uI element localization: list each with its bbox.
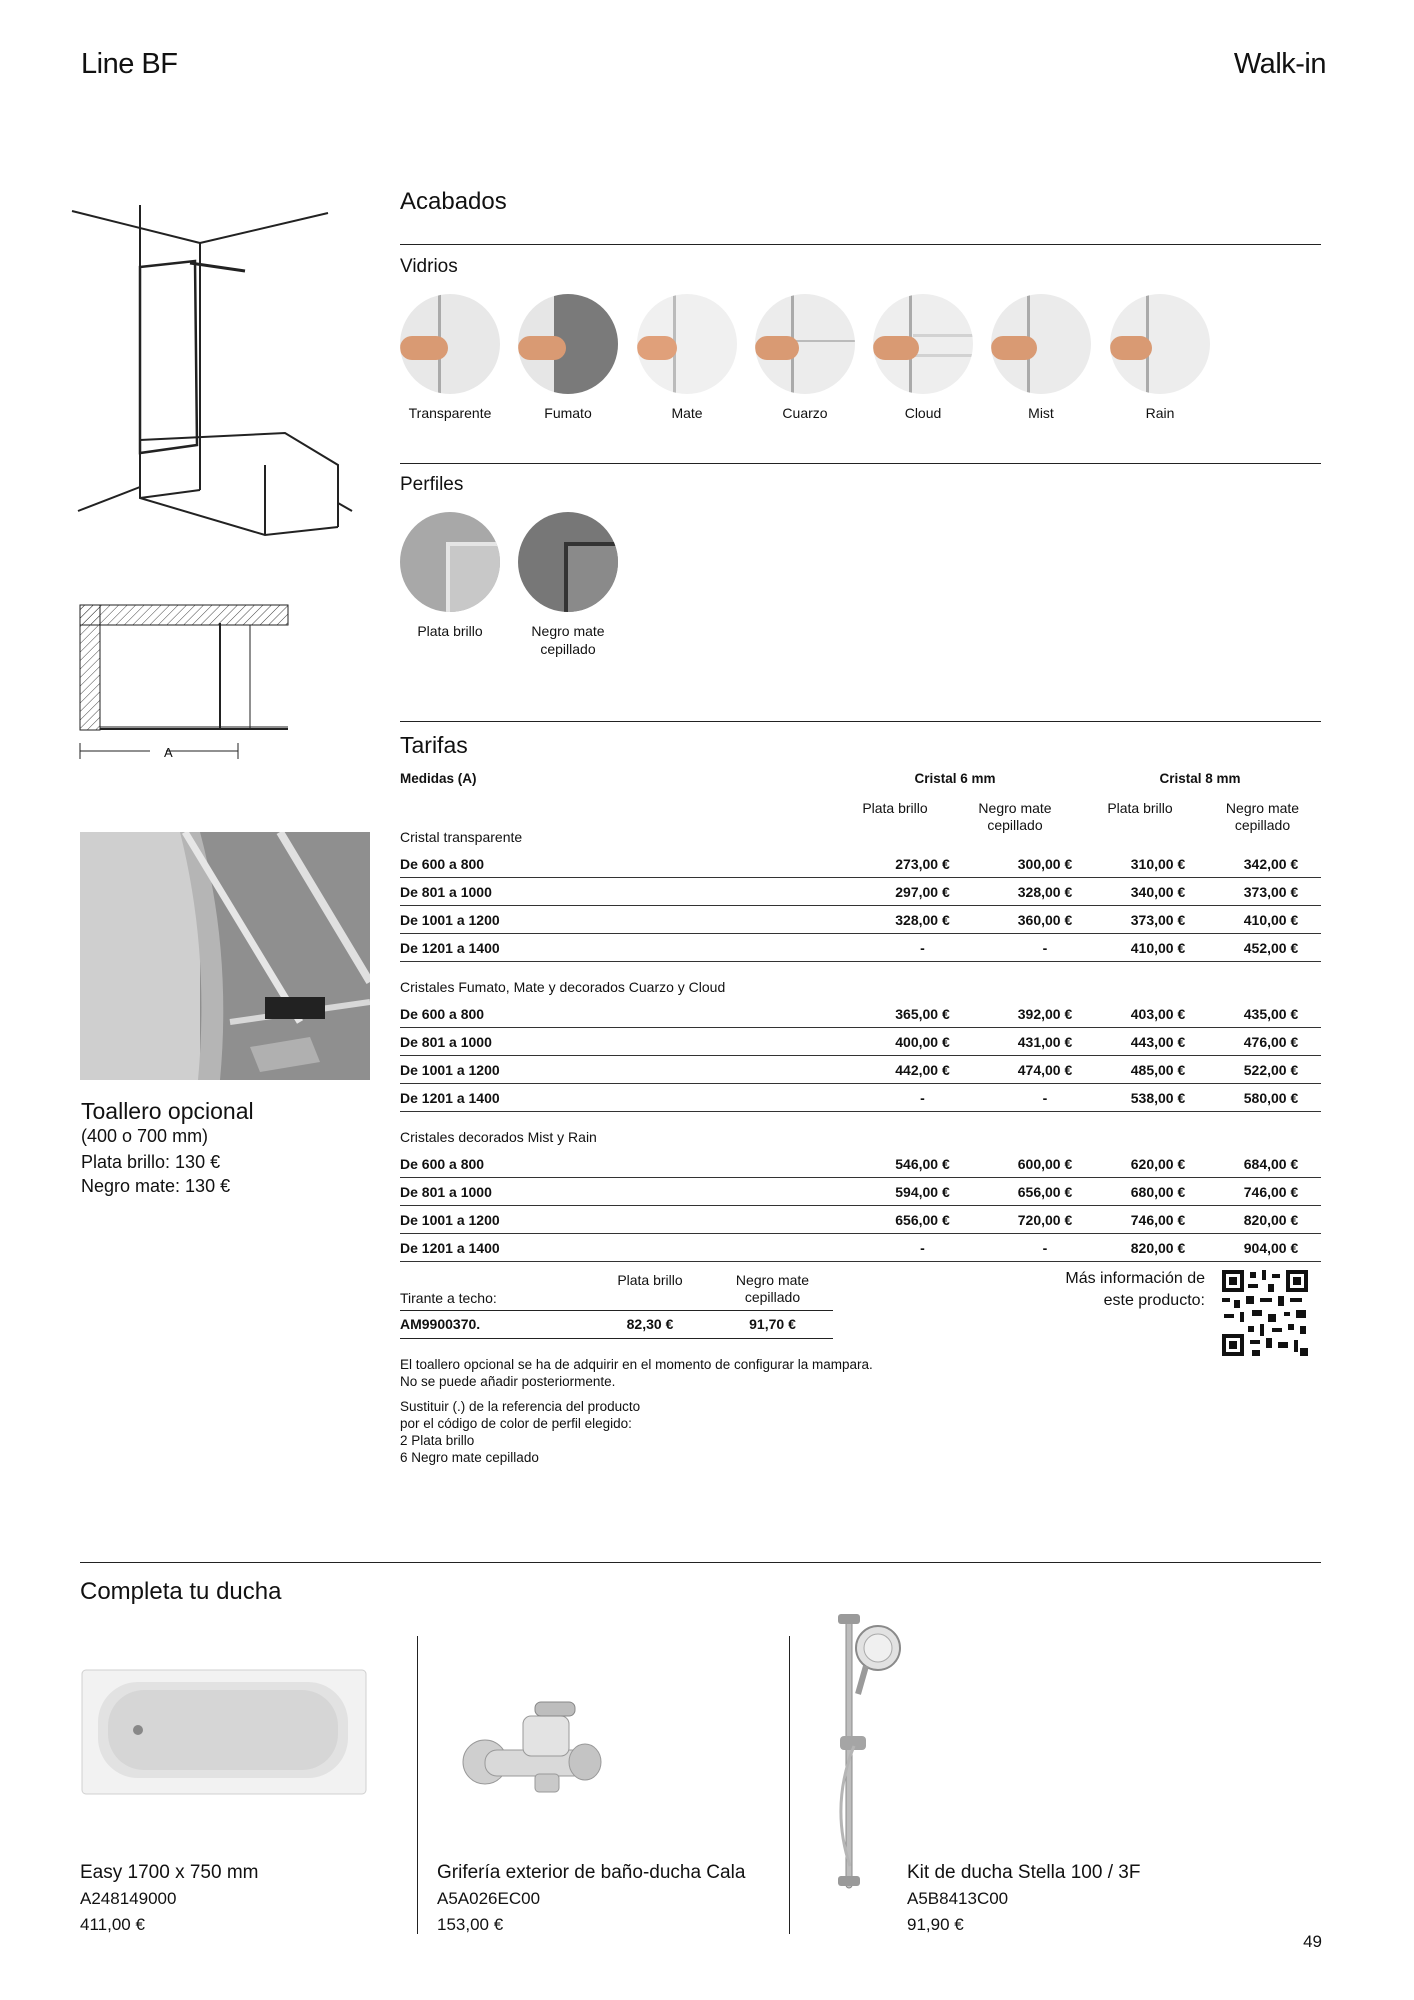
qr-code-icon[interactable] [1222, 1270, 1308, 1356]
price-cell: 373,00 € [1095, 906, 1221, 934]
price-cell: 600,00 € [995, 1150, 1095, 1178]
row-size: De 600 a 800 [400, 850, 850, 878]
glass-label: Mate [671, 405, 703, 421]
price-cell: 620,00 € [1095, 1150, 1221, 1178]
price-cell: 820,00 € [1221, 1206, 1321, 1234]
price-cell: 342,00 € [1221, 850, 1321, 878]
tirante-col-negro: Negro mate cepillado [735, 1272, 810, 1305]
product-ref: A248149000 [80, 1889, 177, 1908]
perfiles-title: Perfiles [400, 474, 464, 495]
shower-screen-drawing [70, 205, 355, 550]
price-cell: 474,00 € [995, 1056, 1095, 1084]
product-price: 153,00 € [437, 1915, 504, 1934]
price-cell: 580,00 € [1221, 1084, 1321, 1112]
section-name: Cristal transparente [400, 829, 523, 845]
price-cell: 680,00 € [1095, 1178, 1221, 1206]
towel-rail-price-negro: Negro mate: 130 € [81, 1176, 231, 1196]
glass-label: Rain [1145, 405, 1175, 421]
price-cell: 297,00 € [850, 878, 995, 906]
price-cell: 442,00 € [850, 1056, 995, 1084]
price-cell: 410,00 € [1095, 934, 1221, 962]
glass-label: Cloud [904, 405, 942, 421]
product-name: Grifería exterior de baño-ducha Cala [437, 1862, 746, 1883]
table-row [400, 1028, 1321, 1056]
page-number: 49 [1303, 1932, 1322, 1951]
price-cell: 431,00 € [995, 1028, 1095, 1056]
price-cell: 746,00 € [1095, 1206, 1221, 1234]
table-row [400, 934, 1321, 962]
bathtub-image[interactable] [80, 1668, 370, 1798]
row-size: De 1001 a 1200 [400, 1206, 850, 1234]
table-row [400, 1084, 1321, 1112]
table-row [400, 850, 1321, 878]
profile-label: Negro mate cepillado [531, 623, 605, 657]
tarifas-title: Tarifas [400, 732, 468, 758]
shower-kit-image[interactable] [820, 1606, 920, 1896]
price-cell: 310,00 € [1095, 850, 1221, 878]
col-header-negro-8: Negro mate cepillado [1225, 800, 1300, 833]
glass-label: Cuarzo [782, 405, 828, 421]
row-size: De 1201 a 1400 [400, 1084, 850, 1112]
brand-title: Line BF [81, 48, 178, 80]
profile-label: Plata brillo [417, 623, 483, 639]
tirante-price-negro: 91,70 € [749, 1316, 796, 1332]
faucet-image[interactable] [455, 1700, 615, 1800]
product-price: 91,90 € [907, 1915, 964, 1934]
product-ref: A5B8413C00 [907, 1889, 1009, 1908]
note-6: 6 Negro mate cepillado [400, 1450, 539, 1465]
price-cell: 684,00 € [1221, 1150, 1321, 1178]
price-cell: 410,00 € [1221, 906, 1321, 934]
acabados-title: Acabados [400, 188, 507, 215]
price-cell: 443,00 € [1095, 1028, 1221, 1056]
price-table [400, 812, 1321, 1262]
glass-label: Transparente [408, 405, 492, 421]
table-row [400, 1234, 1321, 1262]
price-cell: 720,00 € [995, 1206, 1095, 1234]
glass-swatch-rain[interactable] [1110, 294, 1210, 394]
tirante-price-plata: 82,30 € [626, 1316, 674, 1332]
row-size: De 1001 a 1200 [400, 1056, 850, 1084]
row-size: De 1201 a 1400 [400, 1234, 850, 1262]
note-1: El toallero opcional se ha de adquirir en el momento de configurar la mampara. [400, 1357, 873, 1372]
price-cell: 435,00 € [1221, 1000, 1321, 1028]
product-name: Easy 1700 x 750 mm [80, 1862, 259, 1883]
towel-rail-size: (400 o 700 mm) [81, 1126, 209, 1146]
table-row [400, 1000, 1321, 1028]
towel-rail-title: Toallero opcional [81, 1098, 254, 1124]
category-title: Walk-in [1233, 48, 1326, 80]
col-header-plata-8: Plata brillo [1107, 800, 1173, 816]
profile-swatch-plata[interactable] [400, 512, 500, 612]
dimension-a-label: A [164, 745, 173, 760]
product-name: Kit de ducha Stella 100 / 3F [907, 1862, 1141, 1883]
towel-rail-photo [80, 832, 370, 1080]
price-cell: 476,00 € [1221, 1028, 1321, 1056]
price-cell: - [995, 1234, 1095, 1262]
price-cell: 403,00 € [1095, 1000, 1221, 1028]
note-3: Sustituir (.) de la referencia del producto [400, 1399, 641, 1414]
glass-label: Mist [1028, 405, 1054, 421]
price-cell: - [995, 1084, 1095, 1112]
price-cell: 365,00 € [850, 1000, 995, 1028]
glass-swatch-mate[interactable] [637, 294, 737, 394]
table-row [400, 1150, 1321, 1178]
row-size: De 600 a 800 [400, 1150, 850, 1178]
row-size: De 600 a 800 [400, 1000, 850, 1028]
glass-swatch-cuarzo[interactable] [755, 294, 855, 394]
group-6mm: Cristal 6 mm [914, 771, 996, 786]
note-4: por el código de color de perfil elegido: [400, 1416, 632, 1431]
section-name: Cristales decorados Mist y Rain [400, 1129, 597, 1145]
vidrios-title: Vidrios [400, 256, 458, 277]
price-cell: 452,00 € [1221, 934, 1321, 962]
row-size: De 801 a 1000 [400, 1178, 850, 1206]
row-size: De 1201 a 1400 [400, 934, 850, 962]
price-cell: 656,00 € [995, 1178, 1095, 1206]
price-cell: 546,00 € [850, 1150, 995, 1178]
price-cell: 392,00 € [995, 1000, 1095, 1028]
col-header-plata-6: Plata brillo [862, 800, 928, 816]
note-5: 2 Plata brillo [400, 1433, 475, 1448]
table-row [400, 878, 1321, 906]
glass-swatch-fumato[interactable] [518, 294, 618, 394]
price-cell: 340,00 € [1095, 878, 1221, 906]
price-cell: - [995, 934, 1095, 962]
price-cell: 746,00 € [1221, 1178, 1321, 1206]
tirante-ref: AM9900370. [400, 1316, 481, 1332]
tirante-label: Tirante a techo: [400, 1290, 497, 1306]
price-cell: 656,00 € [850, 1206, 995, 1234]
table-row [400, 906, 1321, 934]
medidas-label: Medidas (A) [400, 771, 477, 786]
price-cell: 594,00 € [850, 1178, 995, 1206]
table-row [400, 1056, 1321, 1084]
glass-label: Fumato [544, 405, 592, 421]
glass-swatch-transparente[interactable] [400, 294, 500, 394]
glass-swatch-mist[interactable] [991, 294, 1091, 394]
price-cell: 538,00 € [1095, 1084, 1221, 1112]
plan-diagram [78, 603, 293, 763]
price-cell: 328,00 € [995, 878, 1095, 906]
row-size: De 801 a 1000 [400, 1028, 850, 1056]
completa-title: Completa tu ducha [80, 1578, 282, 1605]
product-ref: A5A026EC00 [437, 1889, 541, 1908]
tirante-col-plata: Plata brillo [617, 1272, 683, 1288]
row-size: De 1001 a 1200 [400, 906, 850, 934]
price-cell: 273,00 € [850, 850, 995, 878]
product-price: 411,00 € [80, 1915, 145, 1934]
towel-rail-price-plata: Plata brillo: 130 € [81, 1152, 221, 1172]
price-cell: 360,00 € [995, 906, 1095, 934]
table-row [400, 1206, 1321, 1234]
row-size: De 801 a 1000 [400, 878, 850, 906]
profile-swatch-negro[interactable] [518, 512, 618, 612]
table-row [400, 1178, 1321, 1206]
price-cell: - [850, 934, 995, 962]
price-cell: 904,00 € [1221, 1234, 1321, 1262]
more-info-text: Más información de este producto: [1065, 1270, 1205, 1309]
price-cell: 485,00 € [1095, 1056, 1221, 1084]
price-cell: - [850, 1234, 995, 1262]
glass-swatch-cloud[interactable] [873, 294, 973, 394]
group-8mm: Cristal 8 mm [1159, 771, 1241, 786]
col-header-negro-6: Negro mate cepillado [978, 800, 1052, 833]
price-cell: 328,00 € [850, 906, 995, 934]
price-cell: 400,00 € [850, 1028, 995, 1056]
price-cell: 820,00 € [1095, 1234, 1221, 1262]
price-cell: 522,00 € [1221, 1056, 1321, 1084]
price-cell: 300,00 € [995, 850, 1095, 878]
note-2: No se puede añadir posteriormente. [400, 1374, 616, 1389]
price-cell: 373,00 € [1221, 878, 1321, 906]
section-name: Cristales Fumato, Mate y decorados Cuarzo y Cloud [400, 979, 726, 995]
price-cell: - [850, 1084, 995, 1112]
